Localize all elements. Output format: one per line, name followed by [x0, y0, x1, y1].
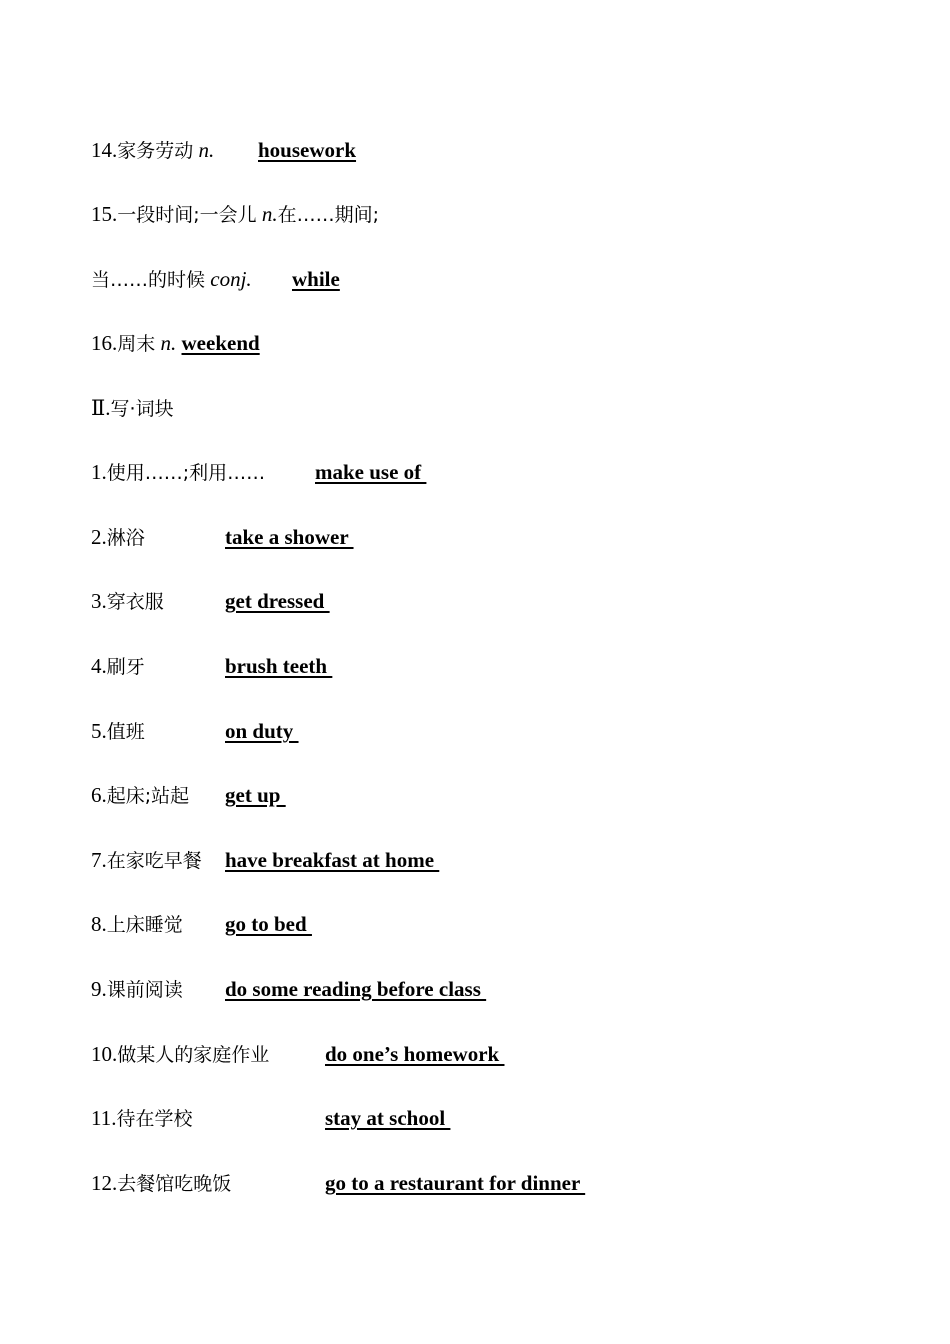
- chinese-meaning: 一段时间;一会儿: [117, 204, 257, 226]
- answer: make use of: [315, 460, 427, 484]
- item-number: 12.: [91, 1171, 118, 1195]
- answer: get dressed: [225, 589, 330, 613]
- chinese-meaning: 值班: [106, 721, 145, 743]
- item-number: 8.: [91, 912, 107, 936]
- vocab-item-15-cont: [91, 265, 340, 294]
- phrase-item-7: [91, 846, 440, 875]
- item-number: 16.: [91, 331, 118, 355]
- answer: do one’s homework: [325, 1042, 505, 1066]
- phrase-item-4: [91, 652, 333, 681]
- chinese-meaning-2: 在……期间;: [277, 204, 380, 226]
- chinese-meaning: 当……的时候: [91, 269, 206, 291]
- item-number: 2.: [91, 525, 107, 549]
- vocab-item-15: [91, 200, 379, 229]
- item-number: 14.: [91, 138, 118, 162]
- phrase-item-11: [91, 1104, 451, 1133]
- part-of-speech: n.: [198, 138, 215, 162]
- answer: housework: [258, 138, 357, 162]
- chinese-meaning: 去餐馆吃晚饭: [117, 1173, 232, 1195]
- phrase-item-12: [91, 1169, 586, 1198]
- chinese-meaning: 起床;站起: [106, 785, 190, 807]
- chinese-meaning: 刷牙: [106, 656, 145, 678]
- phrase-item-10: [91, 1040, 505, 1069]
- phrase-item-2: [91, 523, 354, 552]
- chinese-meaning: 在家吃早餐: [106, 850, 202, 872]
- section-title: 写·词块: [110, 398, 174, 420]
- item-number: 1.: [91, 460, 107, 484]
- part-of-speech: n.: [261, 202, 278, 226]
- item-number: 4.: [91, 654, 107, 678]
- item-number: 5.: [91, 719, 107, 743]
- section-roman: Ⅱ.: [91, 396, 111, 420]
- part-of-speech: conj.: [210, 267, 252, 291]
- phrase-item-9: [91, 975, 487, 1004]
- answer: do some reading before class: [225, 977, 487, 1001]
- phrase-item-1: [91, 458, 427, 487]
- answer: weekend: [181, 331, 260, 355]
- answer: stay at school: [325, 1106, 451, 1130]
- item-number: 6.: [91, 783, 107, 807]
- chinese-meaning: 周末: [117, 333, 156, 355]
- chinese-meaning: 穿衣服: [106, 591, 164, 613]
- item-number: 10.: [91, 1042, 118, 1066]
- vocab-item-14: [91, 136, 357, 165]
- item-number: 11.: [91, 1106, 117, 1130]
- answer: get up: [225, 783, 286, 807]
- answer: brush teeth: [225, 654, 333, 678]
- chinese-meaning: 上床睡觉: [106, 914, 183, 936]
- answer: take a shower: [225, 525, 354, 549]
- chinese-meaning: 做某人的家庭作业: [117, 1044, 270, 1066]
- chinese-meaning: 家务劳动: [117, 140, 194, 162]
- item-number: 9.: [91, 977, 107, 1001]
- chinese-meaning: 课前阅读: [106, 979, 183, 1001]
- phrase-item-6: [91, 781, 286, 810]
- item-number: 15.: [91, 202, 118, 226]
- chinese-meaning: 使用……;利用……: [106, 462, 266, 484]
- answer: go to bed: [225, 912, 312, 936]
- answer: go to a restaurant for dinner: [325, 1171, 586, 1195]
- phrase-item-3: [91, 587, 330, 616]
- answer: have breakfast at home: [225, 848, 440, 872]
- phrase-item-5: [91, 717, 299, 746]
- chinese-meaning: 待在学校: [116, 1108, 193, 1130]
- item-number: 3.: [91, 589, 107, 613]
- phrase-item-8: [91, 910, 312, 939]
- answer: on duty: [225, 719, 299, 743]
- item-number: 7.: [91, 848, 107, 872]
- part-of-speech: n.: [160, 331, 177, 355]
- answer: while: [292, 267, 340, 291]
- vocab-item-16: [91, 329, 260, 358]
- section-heading: [91, 394, 174, 423]
- chinese-meaning: 淋浴: [106, 527, 145, 549]
